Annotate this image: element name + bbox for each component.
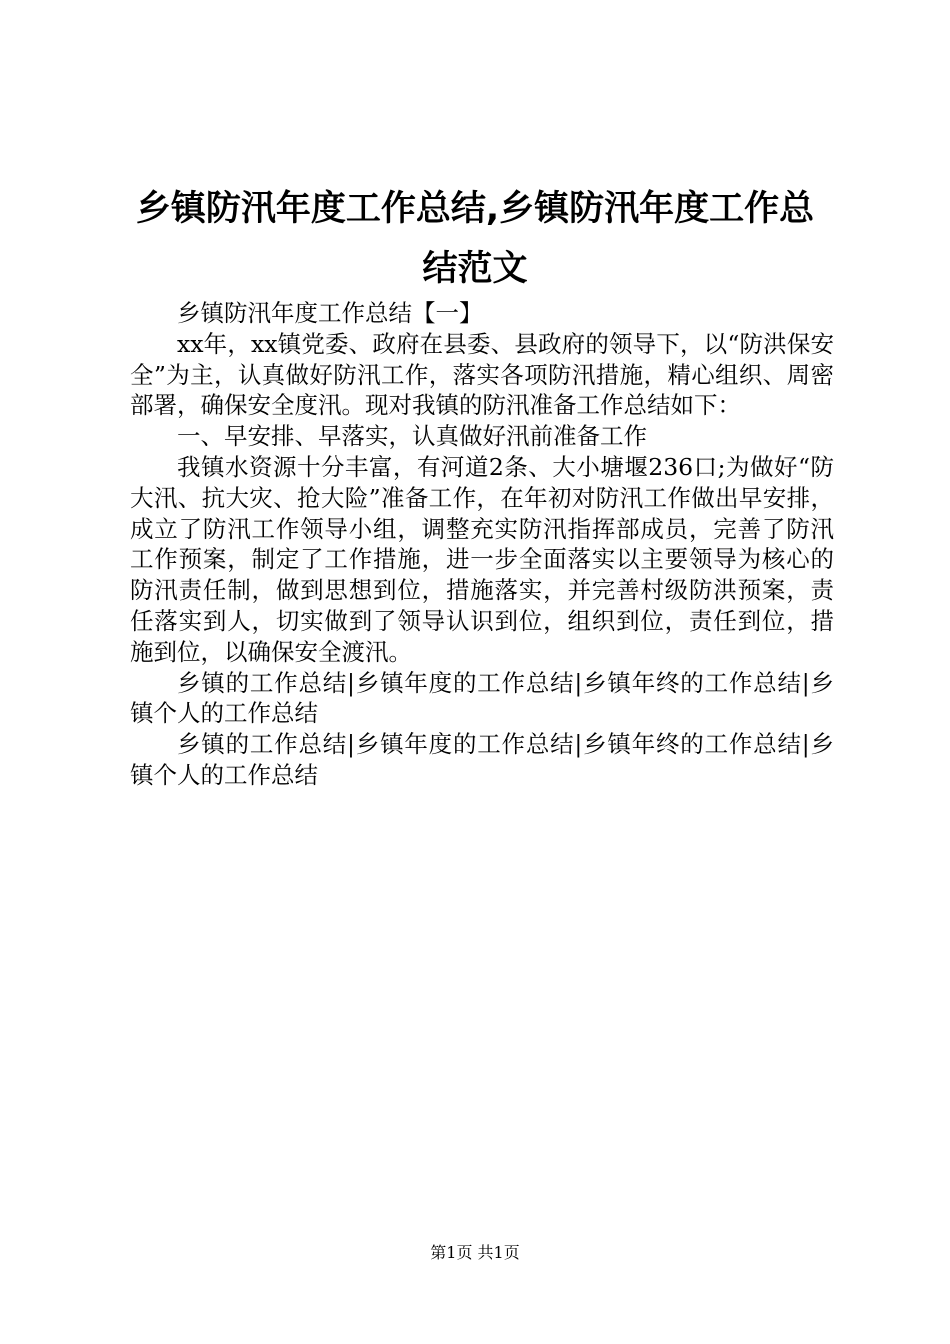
subsection-heading: 一、早安排、早落实，认真做好汛前准备工作 xyxy=(177,422,647,451)
page-footer: 第1页 共1页 xyxy=(430,1243,520,1262)
intro-paragraph: xx年，xx镇党委、政府在县委、县政府的领导下，以“防洪保安全”为主，认真做好防汛工作，落实各项防汛措施，精心组织、周密部署，确保安全度汛。现对我镇的防汛准备工作总结如下： xyxy=(130,329,834,420)
body-paragraph: 我镇水资源十分丰富，有河道2条、大小塘堰236口;为做好“防大汛、抗大灾、抢大险”准备工作，在年初对防汛工作做出早安排，成立了防汛工作领导小组，调整充实防汛指挥部成员，完善了防汛工作预案，制定了工作措施，进一步全面落实以主要领导为核心的防汛责任制，做到思想到位，措施落实，并完善村级防洪预案，责任落实到人，切实做到了领导认识到位，组织到位，责任到位，措施到位，以确保安全渡汛。 xyxy=(130,452,834,666)
document-title-line-2: 结范文 xyxy=(422,249,528,289)
document-body xyxy=(130,298,834,791)
section-heading: 乡镇防汛年度工作总结【一】 xyxy=(177,299,483,327)
document-title-line-1: 乡镇防汛年度工作总结,乡镇防汛年度工作总 xyxy=(135,189,815,229)
related-links-line: 乡镇的工作总结|乡镇年度的工作总结|乡镇年终的工作总结|乡镇个人的工作总结 xyxy=(130,668,834,728)
related-links-line: 乡镇的工作总结|乡镇年度的工作总结|乡镇年终的工作总结|乡镇个人的工作总结 xyxy=(130,730,834,789)
